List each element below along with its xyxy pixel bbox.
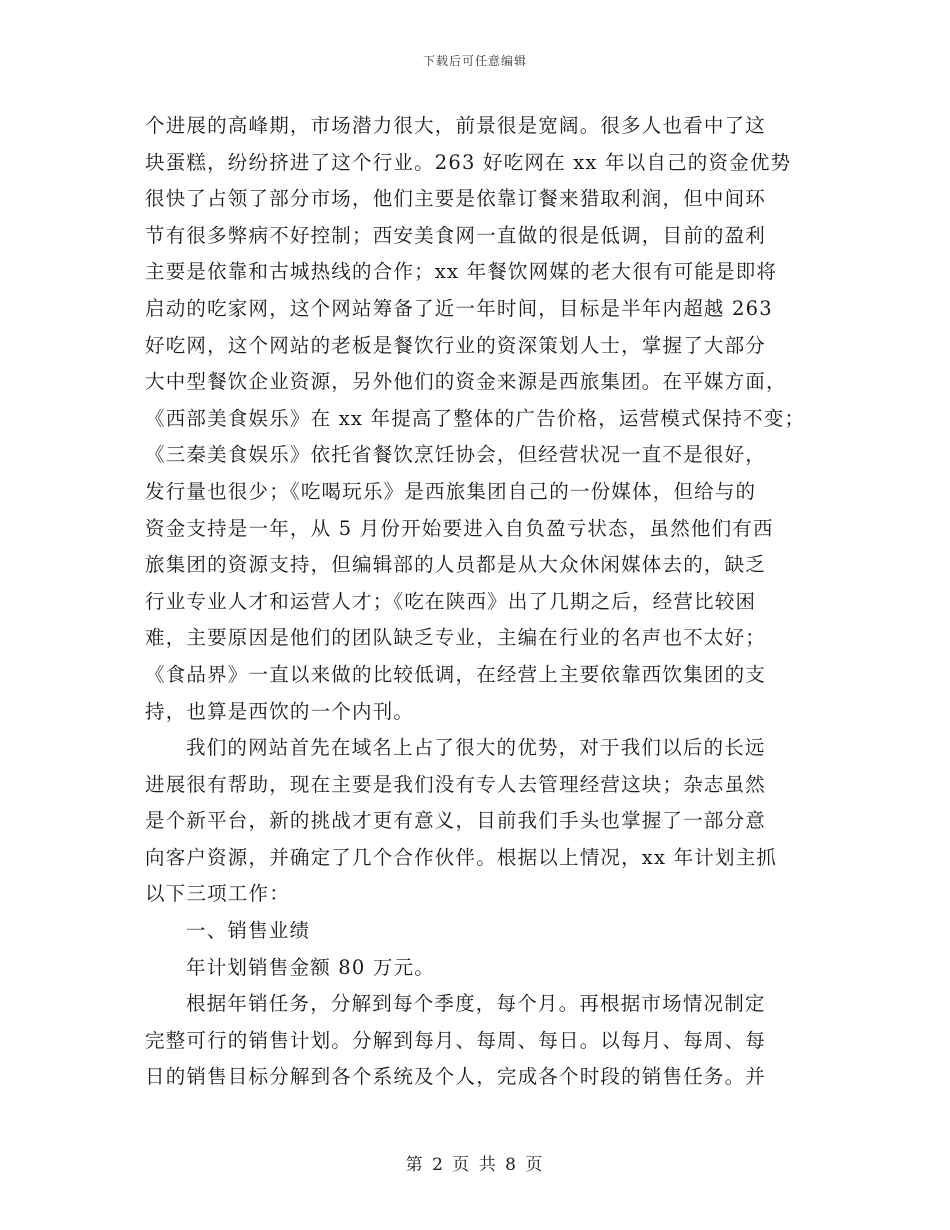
text-line: 《食品界》一直以来做的比较低调，在经营上主要依靠西饮集团的支 [145,662,767,686]
paragraph-first-line: 我们的网站首先在域名上占了很大的优势，对于我们以后的长远 [186,736,766,760]
text-line: 向客户资源，并确定了几个合作伙伴。根据以上情况，xx 年计划主抓 [145,845,778,869]
paragraph-first-line: 根据年销任务，分解到每个季度，每个月。再根据市场情况制定 [186,992,766,1016]
text-line: 很快了占领了部分市场，他们主要是依靠订餐来猎取利润，但中间环 [145,187,767,211]
page-number-footer: 第 2 页 共 8 页 [405,1155,545,1175]
text-line: 发行量也很少；《吃喝玩乐》是西旅集团自己的一份媒体，但给与的 [145,479,757,503]
text-line: 个进展的高峰期，市场潜力很大，前景很是宽阔。很多人也看中了这 [145,114,767,137]
text-line: 旅集团的资源支持，但编辑部的人员都是从大众休闲媒体去的，缺乏 [145,553,767,577]
text-line: 主要是依靠和古城热线的合作；xx 年餐饮网媒的老大很有可能是即将 [145,260,778,284]
text-line: 是个新平台，新的挑战才更有意义，目前我们手头也掌握了一部分意 [145,809,767,833]
section-heading: 一、销售业绩 [186,919,311,943]
document-body [145,108,805,1096]
text-line: 节有很多弊病不好控制；西安美食网一直做的很是低调，目前的盈利 [145,223,767,247]
text-line: 日的销售目标分解到各个系统及个人，完成各个时段的销售任务。并 [145,1065,767,1089]
text-line: 好吃网，这个网站的老板是餐饮行业的资深策划人士，掌握了大部分 [145,333,767,357]
text-line: 进展很有帮助，现在主要是我们没有专人去管理经营这块；杂志虽然 [145,772,767,796]
text-line: 资金支持是一年，从 5 月份开始要进入自负盈亏状态，虽然他们有西 [145,516,774,540]
text-line: 块蛋糕，纷纷挤进了这个行业。263 好吃网在 xx 年以自己的资金优势 [145,150,792,174]
text-line: 大中型餐饮企业资源，另外他们的资金来源是西旅集团。在平媒方面， [145,370,787,394]
text-line: 难，主要原因是他们的团队缺乏专业，主编在行业的名声也不太好； [145,626,767,650]
text-line: 完整可行的销售计划。分解到每月、每周、每日。以每月、每周、每 [145,1028,767,1052]
text-line: 以下三项工作： [145,882,290,906]
paragraph-first-line: 年计划销售金额 80 万元。 [186,955,436,979]
text-line: 《西部美食娱乐》在 xx 年提高了整体的广告价格，运营模式保持不变； [145,406,806,430]
text-line: 行业专业人才和运营人才；《吃在陕西》出了几期之后，经营比较困 [145,589,757,613]
text-line: 《三秦美食娱乐》依托省餐饮烹饪协会，但经营状况一直不是很好， [145,443,767,467]
text-line: 启动的吃家网，这个网站筹备了近一年时间，目标是半年内超越 263 [145,296,773,320]
text-line: 持，也算是西饮的一个内刊。 [145,699,415,723]
page-header-note: 下载后可任意编辑 [422,54,527,68]
